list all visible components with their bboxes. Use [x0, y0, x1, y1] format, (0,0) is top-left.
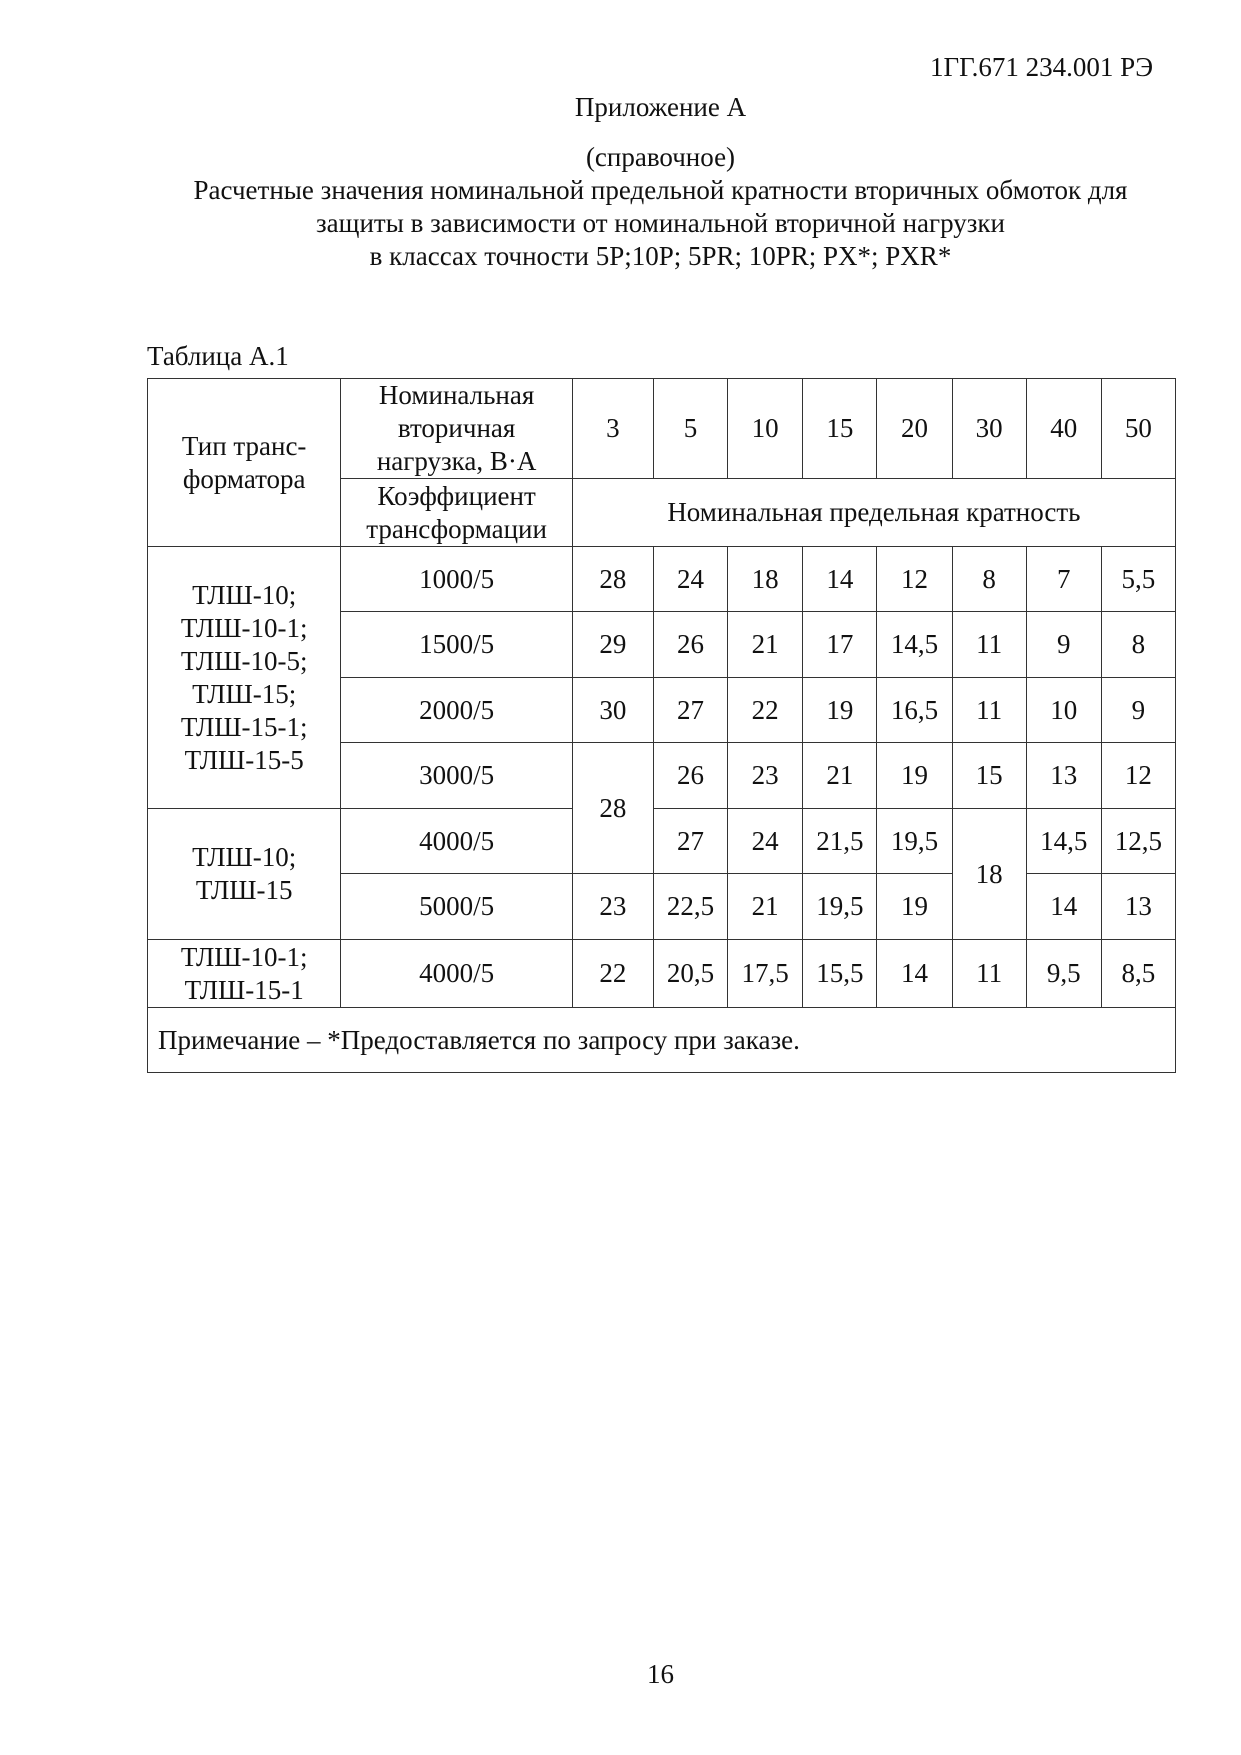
value-cell: 12,5: [1101, 809, 1175, 874]
value-cell: 8: [1101, 612, 1175, 678]
value-cell: 23: [572, 874, 653, 940]
value-cell: 22: [572, 940, 653, 1008]
value-cell: 21: [728, 874, 803, 940]
value-cell: 14,5: [877, 612, 952, 678]
document-code: 1ГГ.671 234.001 РЭ: [930, 52, 1154, 82]
value-cell: 8: [952, 547, 1026, 612]
header-load-value: 40: [1026, 379, 1101, 479]
header-load-value: 15: [803, 379, 877, 479]
header-load: Номинальная вторичная нагрузка, В·А: [341, 379, 572, 479]
transformer-group: ТЛШ-10; ТЛШ-10-1; ТЛШ-10-5; ТЛШ-15; ТЛШ-15-1; ТЛШ-15-5: [148, 547, 341, 809]
value-cell: 18: [728, 547, 803, 612]
value-cell: 9: [1101, 678, 1175, 743]
header-load-value: 10: [728, 379, 803, 479]
header-load-value: 20: [877, 379, 952, 479]
value-cell: 9: [1026, 612, 1101, 678]
appendix-type: (справочное): [585, 142, 736, 172]
value-cell: 5,5: [1101, 547, 1175, 612]
value-cell: 21,5: [803, 809, 877, 874]
header-load-value: 50: [1101, 379, 1175, 479]
table-title-line-1: Расчетные значения номинальной предельной кратности вторичных обмоток для: [193, 175, 1128, 205]
value-cell: 17: [803, 612, 877, 678]
table-title-line-3: в классах точности 5P;10P; 5PR; 10PR; PX*; PXR*: [369, 241, 952, 271]
value-cell: 17,5: [728, 940, 803, 1008]
ratio-cell: 1500/5: [341, 612, 572, 678]
value-cell: 15,5: [803, 940, 877, 1008]
value-cell: 24: [653, 547, 727, 612]
value-cell: 19,5: [803, 874, 877, 940]
value-cell: 11: [952, 940, 1026, 1008]
value-cell: 28: [572, 547, 653, 612]
value-cell: 14: [877, 940, 952, 1008]
header-load-value: 5: [653, 379, 727, 479]
value-cell: 13: [1101, 874, 1175, 940]
table-note: Примечание – *Предоставляется по запросу при заказе.: [148, 1008, 1176, 1073]
value-cell: 29: [572, 612, 653, 678]
header-multiplicity: Номинальная предельная кратность: [572, 479, 1175, 547]
value-cell: 16,5: [877, 678, 952, 743]
value-cell: 30: [572, 678, 653, 743]
header-transformer-type: Тип транс- форматора: [148, 379, 341, 547]
value-cell: 22: [728, 678, 803, 743]
value-cell: 15: [952, 743, 1026, 809]
header-load-value: 3: [572, 379, 653, 479]
transformer-group: ТЛШ-10; ТЛШ-15: [148, 809, 341, 940]
ratio-cell: 4000/5: [341, 940, 572, 1008]
value-cell: 22,5: [653, 874, 727, 940]
value-cell: 8,5: [1101, 940, 1175, 1008]
value-cell: 27: [653, 678, 727, 743]
value-cell: 24: [728, 809, 803, 874]
multiplicity-table: [147, 378, 1176, 1073]
value-cell: 13: [1026, 743, 1101, 809]
header-ratio: Коэффициент трансформации: [341, 479, 572, 547]
ratio-cell: 3000/5: [341, 743, 572, 809]
value-cell: 19,5: [877, 809, 952, 874]
value-cell: 19: [803, 678, 877, 743]
value-cell: 23: [728, 743, 803, 809]
value-cell-merged: 28: [572, 743, 653, 874]
value-cell: 26: [653, 612, 727, 678]
ratio-cell: 2000/5: [341, 678, 572, 743]
value-cell: 20,5: [653, 940, 727, 1008]
ratio-cell: 5000/5: [341, 874, 572, 940]
value-cell: 14: [1026, 874, 1101, 940]
table-title-line-2: защиты в зависимости от номинальной вторичной нагрузки: [316, 208, 1005, 238]
value-cell: 7: [1026, 547, 1101, 612]
value-cell: 21: [728, 612, 803, 678]
value-cell: 14: [803, 547, 877, 612]
page-number: 16: [647, 1659, 674, 1689]
value-cell: 26: [653, 743, 727, 809]
value-cell: 21: [803, 743, 877, 809]
ratio-cell: 4000/5: [341, 809, 572, 874]
value-cell: 9,5: [1026, 940, 1101, 1008]
value-cell: 19: [877, 743, 952, 809]
transformer-group: ТЛШ-10-1; ТЛШ-15-1: [148, 940, 341, 1008]
value-cell-merged: 18: [952, 809, 1026, 940]
value-cell: 12: [877, 547, 952, 612]
header-load-value: 30: [952, 379, 1026, 479]
value-cell: 11: [952, 612, 1026, 678]
value-cell: 27: [653, 809, 727, 874]
value-cell: 12: [1101, 743, 1175, 809]
ratio-cell: 1000/5: [341, 547, 572, 612]
value-cell: 14,5: [1026, 809, 1101, 874]
table-caption: Таблица А.1: [147, 341, 289, 371]
value-cell: 19: [877, 874, 952, 940]
appendix-title: Приложение А: [574, 92, 747, 122]
value-cell: 10: [1026, 678, 1101, 743]
value-cell: 11: [952, 678, 1026, 743]
